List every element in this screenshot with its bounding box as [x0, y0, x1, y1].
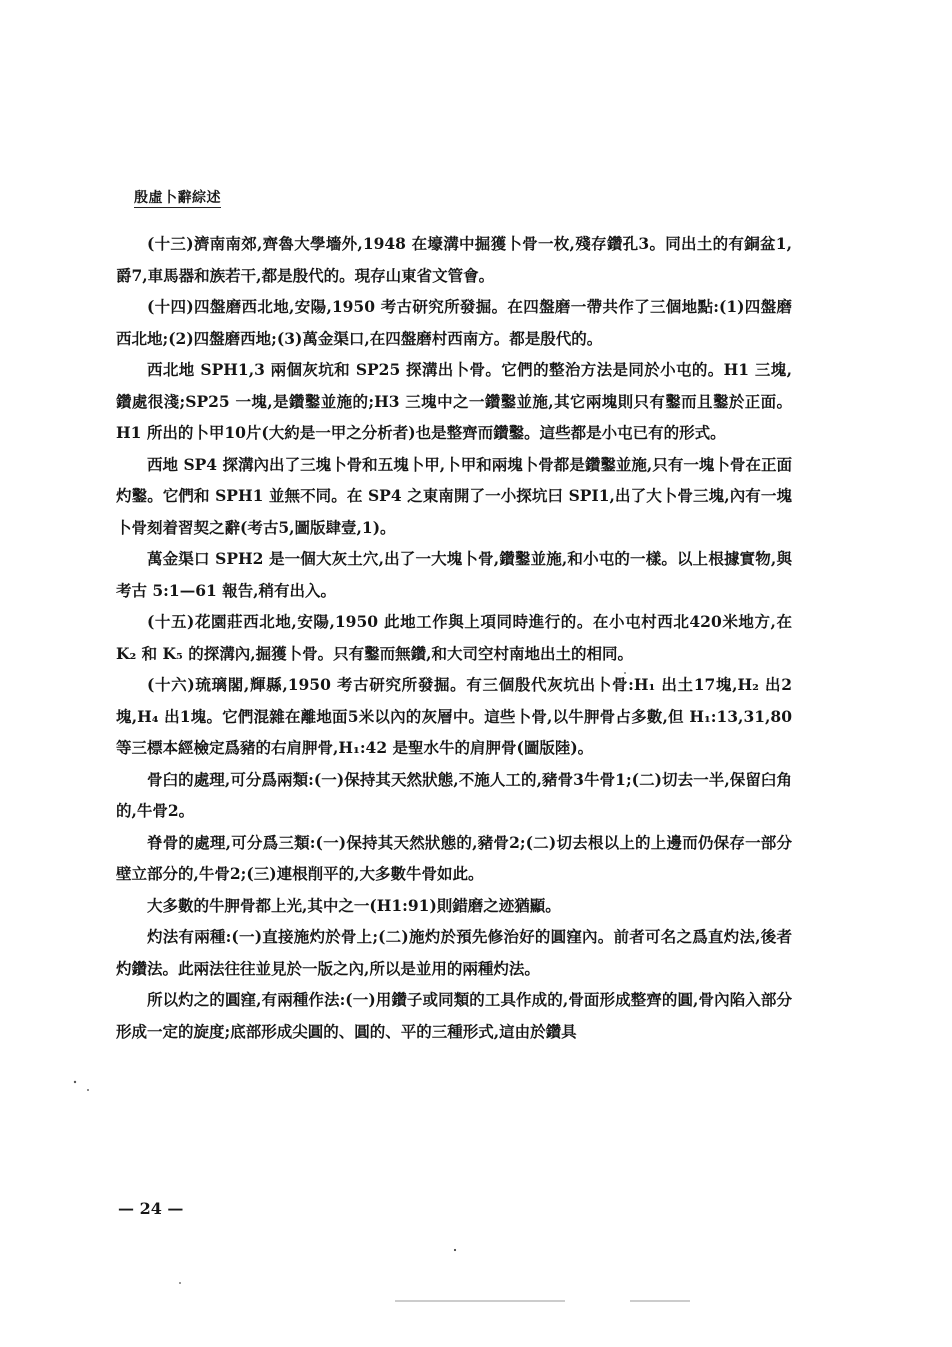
running-header: 殷虛卜辭綜述: [134, 190, 221, 206]
paragraph: (十四)四盤磨西北地,安陽,1950 考古研究所發掘。在四盤磨一帶共作了三個地點:(1)四盤磨西北地;(2)四盤磨西地;(3)萬金渠口,在四盤磨村西南方。都是殷代的。: [116, 297, 792, 348]
paragraph: 西地 SP4 探溝內出了三塊卜骨和五塊卜甲,卜甲和兩塊卜骨都是鑽鑿並施,只有一塊卜骨在正面灼鑿。它們和 SPH1 並無不同。在 SP4 之東南開了一小探坑曰 SPI1,出了大卜骨三塊,內有一塊卜骨刻着習契之辭(考古5,圖版肆壹,1)。: [116, 454, 792, 537]
paragraph: 脊骨的處理,可分爲三類:(一)保持其天然狀態的,豬骨2;(二)切去根以上的上邊而仍保存一部分壁立部分的,牛骨2;(三)連根削平的,大多數牛骨如此。: [116, 832, 792, 883]
paragraph: 骨臼的處理,可分爲兩類:(一)保持其天然狀態,不施人工的,豬骨3牛骨1;(二)切去一半,保留臼角的,牛骨2。: [116, 769, 792, 820]
paragraph: 所以灼之的圓窪,有兩種作法:(一)用鑽子或同類的工具作成的,骨面形成整齊的圓,骨內陷入部分形成一定的旋度;底部形成尖圓的、圓的、平的三種形式,這由於鑽具: [116, 990, 792, 1041]
paragraph: (十六)琉璃閣,輝縣,1950 考古研究所發掘。有三個殷代灰坑出卜骨:H₁ 出土17塊,H₂ 出2塊,H₄ 出1塊。它們混雜在離地面5米以內的灰層中。這些卜骨,以牛胛骨占多數,但 H₁:13,31,80 等三標本經檢定爲豬的右肩胛骨,H₁:42 是聖水牛的肩胛骨(圖版陸)。: [116, 675, 792, 757]
page-number: — 24 —: [118, 1199, 184, 1218]
paragraph: 萬金渠口 SPH2 是一個大灰土穴,出了一大塊卜骨,鑽鑿並施,和小屯的一樣。以上根據實物,與考古 5:1—61 報告,稍有出入。: [116, 549, 792, 600]
paragraph: 大多數的牛胛骨都上光,其中之一(H1:91)則錯磨之迹猶顯。: [147, 895, 561, 915]
paragraph: (十三)濟南南郊,齊魯大學墻外,1948 在壕溝中掘獲卜骨一枚,殘存鑽孔3。同出土的有銅盆1,爵7,車馬器和族若干,都是殷代的。現存山東省文管會。: [116, 234, 792, 285]
paragraph: (十五)花園莊西北地,安陽,1950 此地工作與上項同時進行的。在小屯村西北420米地方,在 K₂ 和 K₅ 的探溝內,掘獲卜骨。只有鑿而無鑽,和大司空村南地出土的相同。: [116, 612, 792, 663]
paragraph: 西北地 SPH1,3 兩個灰坑和 SP25 探溝出卜骨。它們的整治方法是同於小屯的。H1 三塊,鑽處很淺;SP25 一塊,是鑽鑿並施的;H3 三塊中之一鑽鑿並施,其它兩塊則只有鑿而且鑿於正面。H1 所出的卜甲10片(大約是一甲之分析者)也是整齊而鑽鑿。這些都是小屯已有的形式。: [116, 360, 792, 442]
paragraph: 灼法有兩種:(一)直接施灼於骨上;(二)施灼於預先修治好的圓窪內。前者可名之爲直灼法,後者灼鑽法。此兩法往往並見於一版之內,所以是並用的兩種灼法。: [116, 927, 792, 978]
